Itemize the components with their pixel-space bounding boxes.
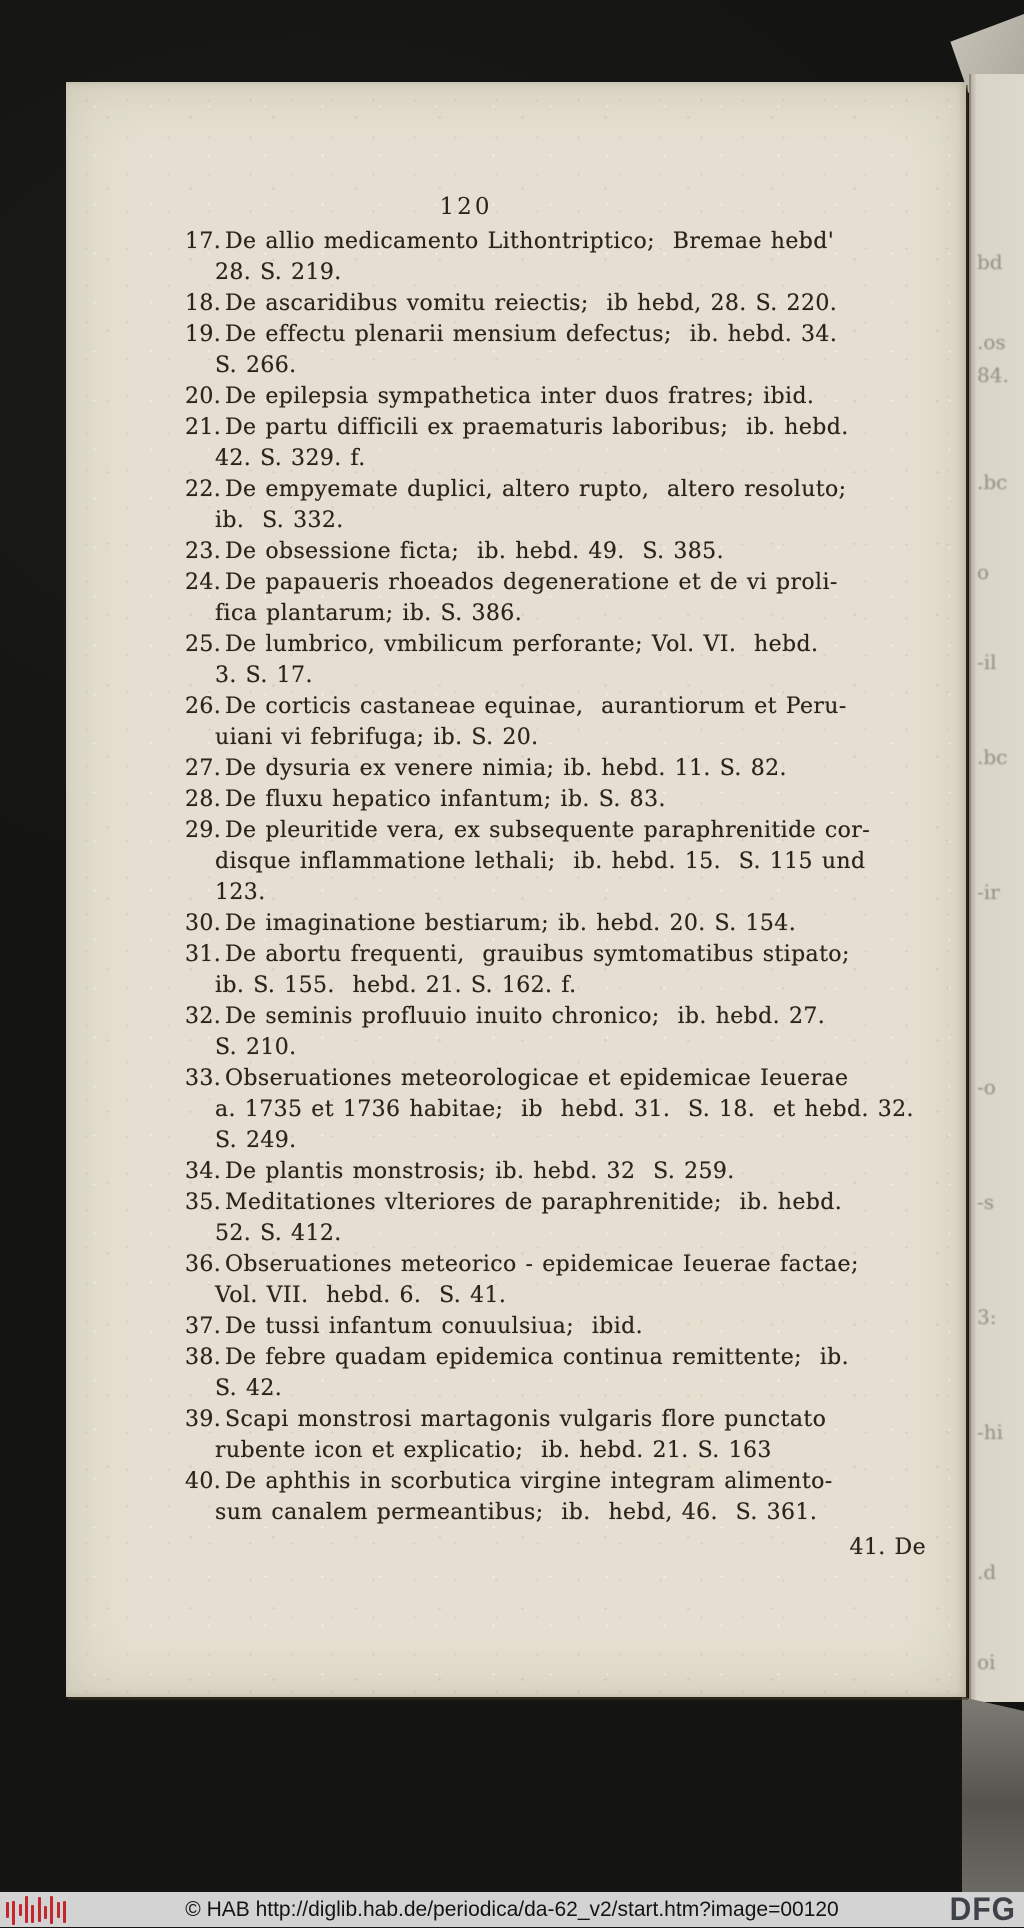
entry-number: 37. [185,1314,222,1339]
entry-line: 26. De corticis castaneae equinae, aurantiorum et Peru- [66,691,966,722]
entry-number: 36. [185,1252,222,1277]
entry-line: 34. De plantis monstrosis; ib. hebd. 32 S. 259. [66,1156,966,1187]
entry-line: 22. De empyemate duplici, altero rupto, altero resoluto; [66,474,966,505]
attribution-bar [0,1892,1024,1927]
edge-text-fragment: bd [977,250,1003,274]
edge-text-fragment: oi [977,1650,996,1674]
entry-line: 3. S. 17. [215,663,313,688]
page-number: 120 [439,194,493,220]
entry-line: 37. De tussi infantum conuulsiua; ibid. [66,1311,966,1342]
entry-line: 28. De fluxu hepatico infantum; ib. S. 83. [66,784,966,815]
entry-line: 36. Obseruationes meteorico - epidemicae Ieuerae factae; [66,1249,966,1280]
entry-line: 35. Meditationes vlteriores de paraphrenitide; ib. hebd. [66,1187,966,1218]
entry-line: 38. De febre quadam epidemica continua remittente; ib. [66,1342,966,1373]
edge-text-fragment: o [977,560,990,584]
book-block-edge [962,1697,1024,1892]
entry-line: S. 210. [215,1035,297,1060]
entry-number: 30. [185,911,222,936]
copyright-url-text: © HAB http://diglib.hab.de/periodica/da-62_v2/start.htm?image=00120 [185,1897,839,1921]
entry-line: S. 266. [215,353,297,378]
entry-line: disque inflammatione lethali; ib. hebd. 15. S. 115 und [215,849,866,874]
scanned-page [66,82,966,1697]
entry-line: 24. De papaueris rhoeados degeneratione et de vi proli- [66,567,966,598]
entry-line: 42. S. 329. f. [215,446,366,471]
entry-line: 28. S. 219. [215,260,342,285]
entry-line: 17. De allio medicamento Lithontriptico; Bremae hebd' [66,226,966,257]
entry-line: 123. [215,880,266,905]
edge-text-fragment: .bc [977,470,1008,494]
entry-line: a. 1735 et 1736 habitae; ib hebd. 31. S. 18. et hebd. 32. [215,1097,914,1122]
entry-number: 33. [185,1066,222,1091]
edge-text-fragment: -hi [977,1420,1004,1444]
entry-line: 18. De ascaridibus vomitu reiectis; ib hebd, 28. S. 220. [66,288,966,319]
entry-number: 21. [185,415,222,440]
entry-line: 39. Scapi monstrosi martagonis vulgaris flore punctato [66,1404,966,1435]
entry-number: 25. [185,632,222,657]
edge-text-fragment: 3: [977,1305,997,1329]
entry-line: Vol. VII. hebd. 6. S. 41. [215,1283,507,1308]
edge-text-fragment: .bc [977,745,1008,769]
entry-number: 17. [185,229,222,254]
entry-number: 18. [185,291,222,316]
entry-line: 27. De dysuria ex venere nimia; ib. hebd. 11. S. 82. [66,753,966,784]
edge-text-fragment: -s [977,1190,995,1214]
entry-line: 31. De abortu frequenti, grauibus symtomatibus stipato; [66,939,966,970]
entry-number: 34. [185,1159,222,1184]
entry-number: 32. [185,1004,222,1029]
edge-text-fragment: 84. [977,363,1009,387]
entry-number: 40. [185,1469,222,1494]
entry-number: 38. [185,1345,222,1370]
entry-line: 23. De obsessione ficta; ib. hebd. 49. S. 385. [66,536,966,567]
entry-number: 31. [185,942,222,967]
entry-line: sum canalem permeantibus; ib. hebd, 46. S. 361. [215,1500,818,1525]
edge-text-fragment: -o [977,1075,996,1099]
entry-line: 40. De aphthis in scorbutica virgine integram alimento- [66,1466,966,1497]
entry-number: 27. [185,756,222,781]
entry-number: 23. [185,539,222,564]
edge-text-fragment: .d [977,1560,997,1584]
entry-list [66,226,966,1563]
entry-line: fica plantarum; ib. S. 386. [215,601,523,626]
entry-number: 26. [185,694,222,719]
entry-line: 52. S. 412. [215,1221,342,1246]
entry-number: 19. [185,322,222,347]
entry-number: 24. [185,570,222,595]
edge-text-fragment: -il [977,650,997,674]
entry-line: 20. De epilepsia sympathetica inter duos fratres; ibid. [66,381,966,412]
entry-number: 20. [185,384,222,409]
catchword: 41. De [849,1535,926,1560]
entry-line: 29. De pleuritide vera, ex subsequente paraphrenitide cor- [66,815,966,846]
entry-line: 32. De seminis profluuio inuito chronico; ib. hebd. 27. [66,1001,966,1032]
entry-line: 19. De effectu plenarii mensium defectus; ib. hebd. 34. [66,319,966,350]
entry-number: 29. [185,818,222,843]
edge-text-fragment: .os [977,330,1006,354]
entry-number: 35. [185,1190,222,1215]
entry-line: 30. De imaginatione bestiarum; ib. hebd. 20. S. 154. [66,908,966,939]
edge-text-fragment: -ir [977,880,1000,904]
entry-line: S. 42. [215,1376,283,1401]
dfg-logo: DFG [949,1891,1016,1928]
entry-line: uiani vi febrifuga; ib. S. 20. [215,725,539,750]
entry-line: S. 249. [215,1128,297,1153]
entry-line: rubente icon et explicatio; ib. hebd. 21. S. 163 [215,1438,772,1463]
adjacent-page-edge [969,74,1024,1702]
entry-line: 21. De partu difficili ex praematuris laboribus; ib. hebd. [66,412,966,443]
entry-number: 22. [185,477,222,502]
entry-number: 39. [185,1407,222,1432]
entry-line: 33. Obseruationes meteorologicae et epidemicae Ieuerae [66,1063,966,1094]
entry-line: ib. S. 155. hebd. 21. S. 162. f. [215,973,577,998]
entry-line: 25. De lumbrico, vmbilicum perforante; Vol. VI. hebd. [66,629,966,660]
entry-line: ib. S. 332. [215,508,344,533]
entry-number: 28. [185,787,222,812]
